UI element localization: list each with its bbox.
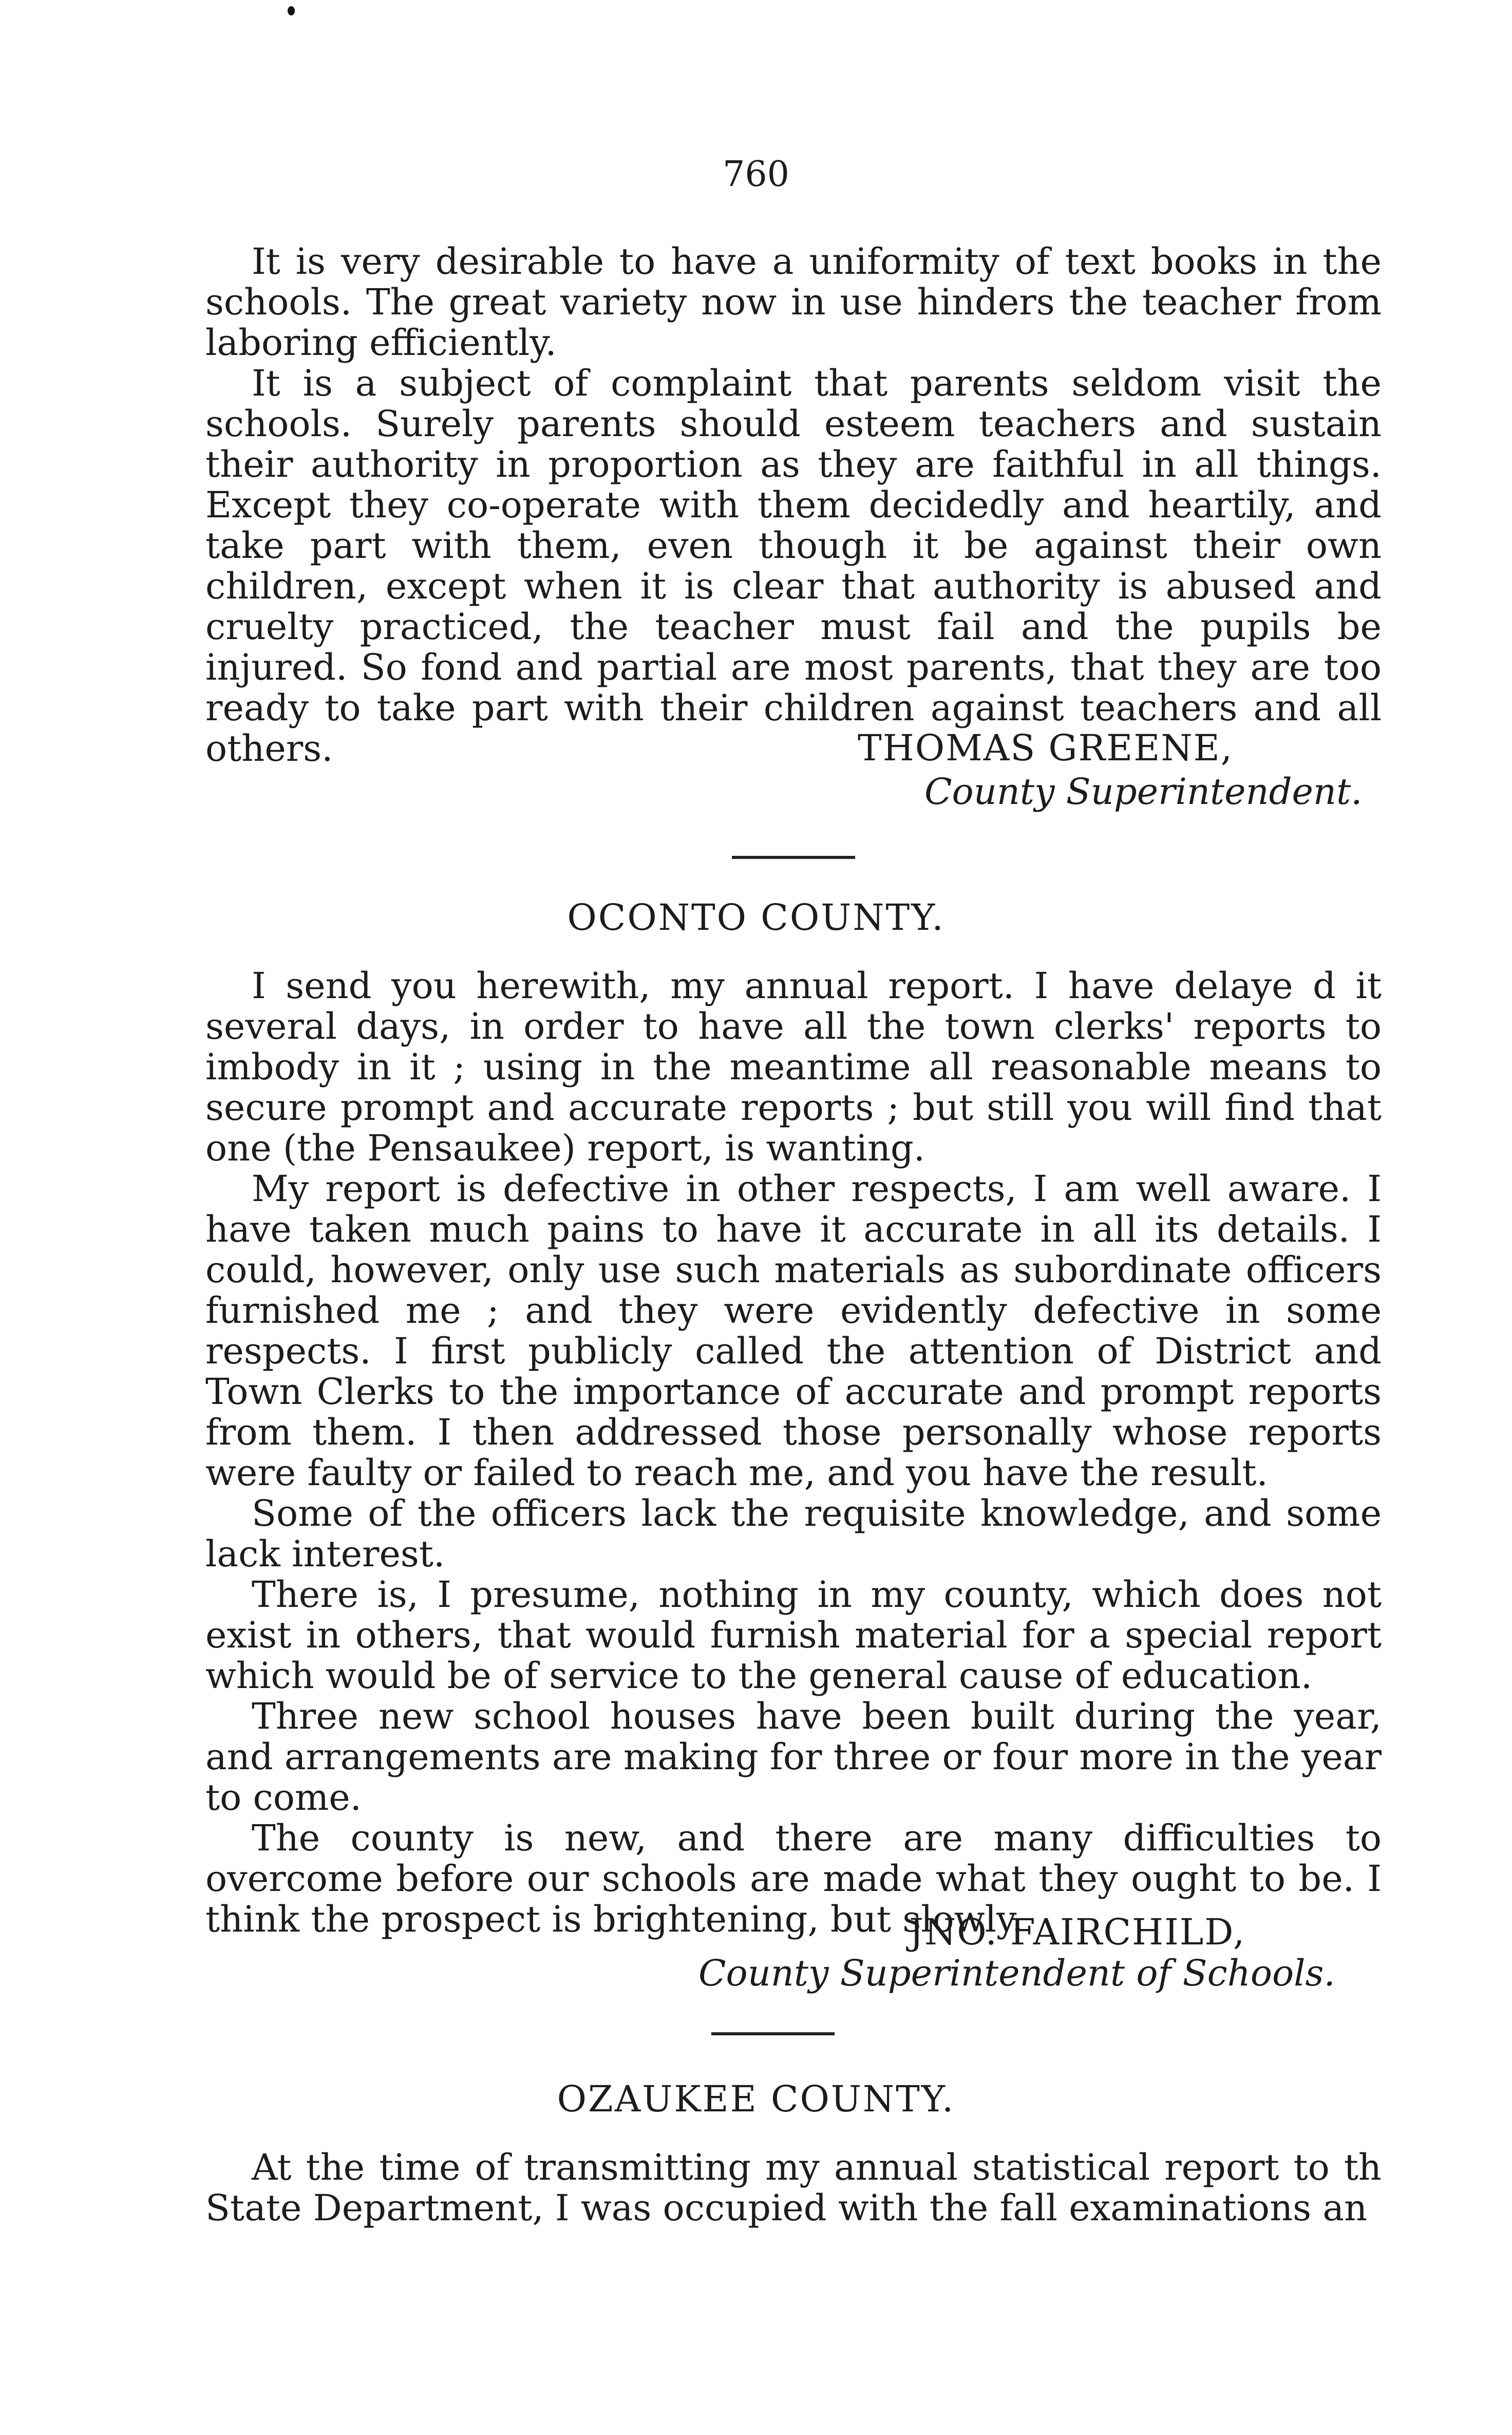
ozaukee-text: [205, 2147, 1382, 2228]
section-divider: [732, 856, 855, 859]
section-heading-ozaukee: OZAUKEE COUNTY.: [557, 2078, 955, 2120]
paragraph: I send you herewith, my annual report. I have delaye d it several days, in order to have all the town clerks' reports to imbody in it ; using in the meantime all reasonable means to secure prompt and accurate reports ; but still you will find that one (the Pensaukee) report, is wanting.: [205, 965, 1382, 1169]
page-number: 760: [723, 154, 789, 195]
paragraph: Three new school houses have been built during the year, and arrangements are making for three or four more in the year to come.: [205, 1695, 1382, 1819]
paragraph: My report is defective in other respects, I am well aware. I have taken much pains to have it accurate in all its details. I could, however, only use such materials as subordinate officers furnished me ; and they were evidently defective in some respects. I first publicly called the attention of District and Town Clerks to the importance of accurate and prompt reports from them. I then addressed those personally whose reports were faulty or failed to reach me, and you have the result.: [205, 1168, 1382, 1494]
signature-name: THOMAS GREENE,: [858, 727, 1233, 769]
signature-title: County Superintendent.: [924, 771, 1363, 813]
signature-title: County Superintendent of Schools.: [698, 1952, 1335, 1994]
paragraph: Some of the officers lack the requisite knowledge, and some lack interest.: [205, 1492, 1382, 1575]
section-heading-oconto: OCONTO COUNTY.: [567, 896, 945, 939]
paragraph: The county is new, and there are many difficulties to overcome before our schools are made what they ought to be. I think the prospect is brightening, but slowly.: [205, 1817, 1382, 1940]
paragraph: At the time of transmitting my annual statistical report to th State Department, I was occupied with the fall examinations an: [205, 2146, 1382, 2229]
paragraph: It is very desirable to have a uniformity of text books in the schools. The great variety now in use hinders the teacher from laboring efficiently.: [205, 240, 1382, 364]
paragraph: It is a subject of complaint that parents seldom visit the schools. Surely parents should esteem teachers and sustain their authority in proportion as they are faithful in all things. Except they co-operate with them decidedly and heartily, and take part with them, even though it be against their own children, except when it is clear that authority is abused and cruelty practiced, the teacher must fail and the pupils be injured. So fond and partial are most parents, that they are too ready to take part with their children against teachers and all others.: [205, 362, 1382, 770]
paragraph: There is, I presume, nothing in my county, which does not exist in others, that would furnish material for a special report which would be of service to the general cause of education.: [205, 1574, 1382, 1697]
oconto-text: [205, 966, 1382, 1940]
signature-name: JNO. FAIRCHILD,: [909, 1911, 1246, 1953]
ink-speck: [288, 6, 295, 15]
section-divider: [711, 2032, 835, 2035]
intro-text: [205, 241, 1382, 769]
